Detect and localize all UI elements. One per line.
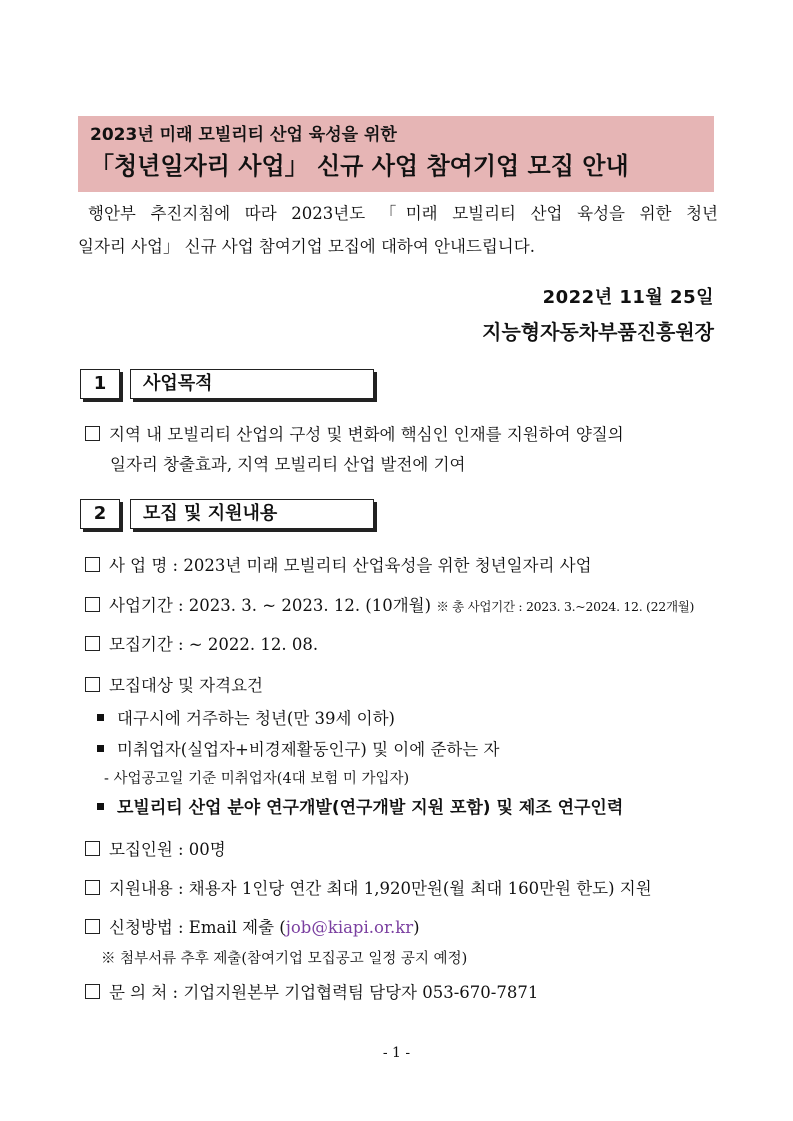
project-period-item — [85, 594, 694, 619]
email-link[interactable]: job@kiapi.or.kr — [285, 918, 414, 937]
target-2-text: 미취업자(실업자+비경제활동인구) 및 이에 준하는 자 — [117, 740, 500, 759]
square-bullet-icon — [97, 803, 104, 810]
checkbox-icon — [85, 557, 100, 572]
support-text: 지원내용 : 채용자 1인당 연간 최대 1,920만원(월 최대 160만원 한도) 지원 — [109, 879, 652, 898]
target-bullet-2 — [97, 738, 499, 762]
support-item — [85, 877, 652, 901]
recruit-period-item — [85, 633, 318, 657]
issuer-organization: 지능형자동차부품진흥원장 — [482, 320, 714, 344]
page-title: 「청년일자리 사업」 신규 사업 참여기업 모집 안내 — [90, 152, 629, 180]
issue-date: 2022년 11월 25일 — [542, 287, 714, 308]
purpose-line-1: 지역 내 모빌리티 산업의 구성 및 변화에 핵심인 인재를 지원하여 양질의 — [109, 425, 624, 444]
headcount-item — [85, 838, 226, 862]
project-period-note: ※ 총 사업기간 : 2023. 3.~2024. 12. (22개월) — [436, 599, 695, 614]
target-title-text: 모집대상 및 자격요건 — [109, 676, 263, 695]
page-number: - 1 - — [382, 1045, 411, 1061]
checkbox-icon — [85, 426, 100, 441]
apply-method-suffix: ) — [413, 918, 420, 937]
apply-method-text: 신청방법 : Email 제출 ( — [109, 918, 286, 937]
target-title-item — [85, 674, 263, 698]
square-bullet-icon — [97, 745, 104, 752]
headcount-text: 모집인원 : 00명 — [109, 840, 226, 859]
apply-method-item — [85, 916, 420, 940]
checkbox-icon — [85, 636, 100, 651]
square-bullet-icon — [97, 714, 104, 721]
title-banner — [78, 116, 714, 192]
project-name-text: 사 업 명 : 2023년 미래 모빌리티 산업육성을 위한 청년일자리 사업 — [109, 556, 592, 575]
checkbox-icon — [85, 841, 100, 856]
checkbox-icon — [85, 880, 100, 895]
checkbox-icon — [85, 984, 100, 999]
checkbox-icon — [85, 919, 100, 934]
target-2-note: - 사업공고일 기준 미취업자(4대 보험 미 가입자) — [104, 771, 410, 787]
purpose-line-2: 일자리 창출효과, 지역 모빌리티 산업 발전에 기여 — [110, 455, 466, 474]
project-period-text: 사업기간 : 2023. 3. ~ 2023. 12. (10개월) — [109, 596, 432, 615]
target-1-text: 대구시에 거주하는 청년(만 39세 이하) — [117, 709, 395, 728]
target-bullet-3 — [97, 796, 623, 820]
section-1-number: 1 — [80, 369, 120, 399]
section-1-title: 사업목적 — [130, 369, 374, 399]
section-2-number: 2 — [80, 499, 120, 529]
project-name-item — [85, 554, 592, 578]
title-subtitle: 2023년 미래 모빌리티 산업 육성을 위한 — [90, 125, 397, 145]
apply-note: ※ 첨부서류 추후 제출(참여기업 모집공고 일정 공지 예정) — [101, 951, 468, 967]
target-bullet-1 — [97, 707, 395, 731]
intro-line-1: 행안부 추진지침에 따라 2023년도 「미래 모빌리티 산업 육성을 위한 청년 — [88, 204, 718, 223]
target-3-text: 모빌리티 산업 분야 연구개발(연구개발 지원 포함) 및 제조 연구인력 — [117, 798, 624, 818]
recruit-period-text: 모집기간 : ~ 2022. 12. 08. — [109, 635, 319, 654]
checkbox-icon — [85, 597, 100, 612]
checkbox-icon — [85, 677, 100, 692]
intro-line-2: 일자리 사업」 신규 사업 참여기업 모집에 대하여 안내드립니다. — [78, 237, 535, 256]
contact-text: 문 의 처 : 기업지원본부 기업협력팀 담당자 053-670-7871 — [109, 983, 539, 1002]
purpose-item — [85, 423, 624, 447]
section-2-title: 모집 및 지원내용 — [130, 499, 374, 529]
intro-paragraph — [78, 197, 718, 263]
contact-item — [85, 981, 538, 1005]
